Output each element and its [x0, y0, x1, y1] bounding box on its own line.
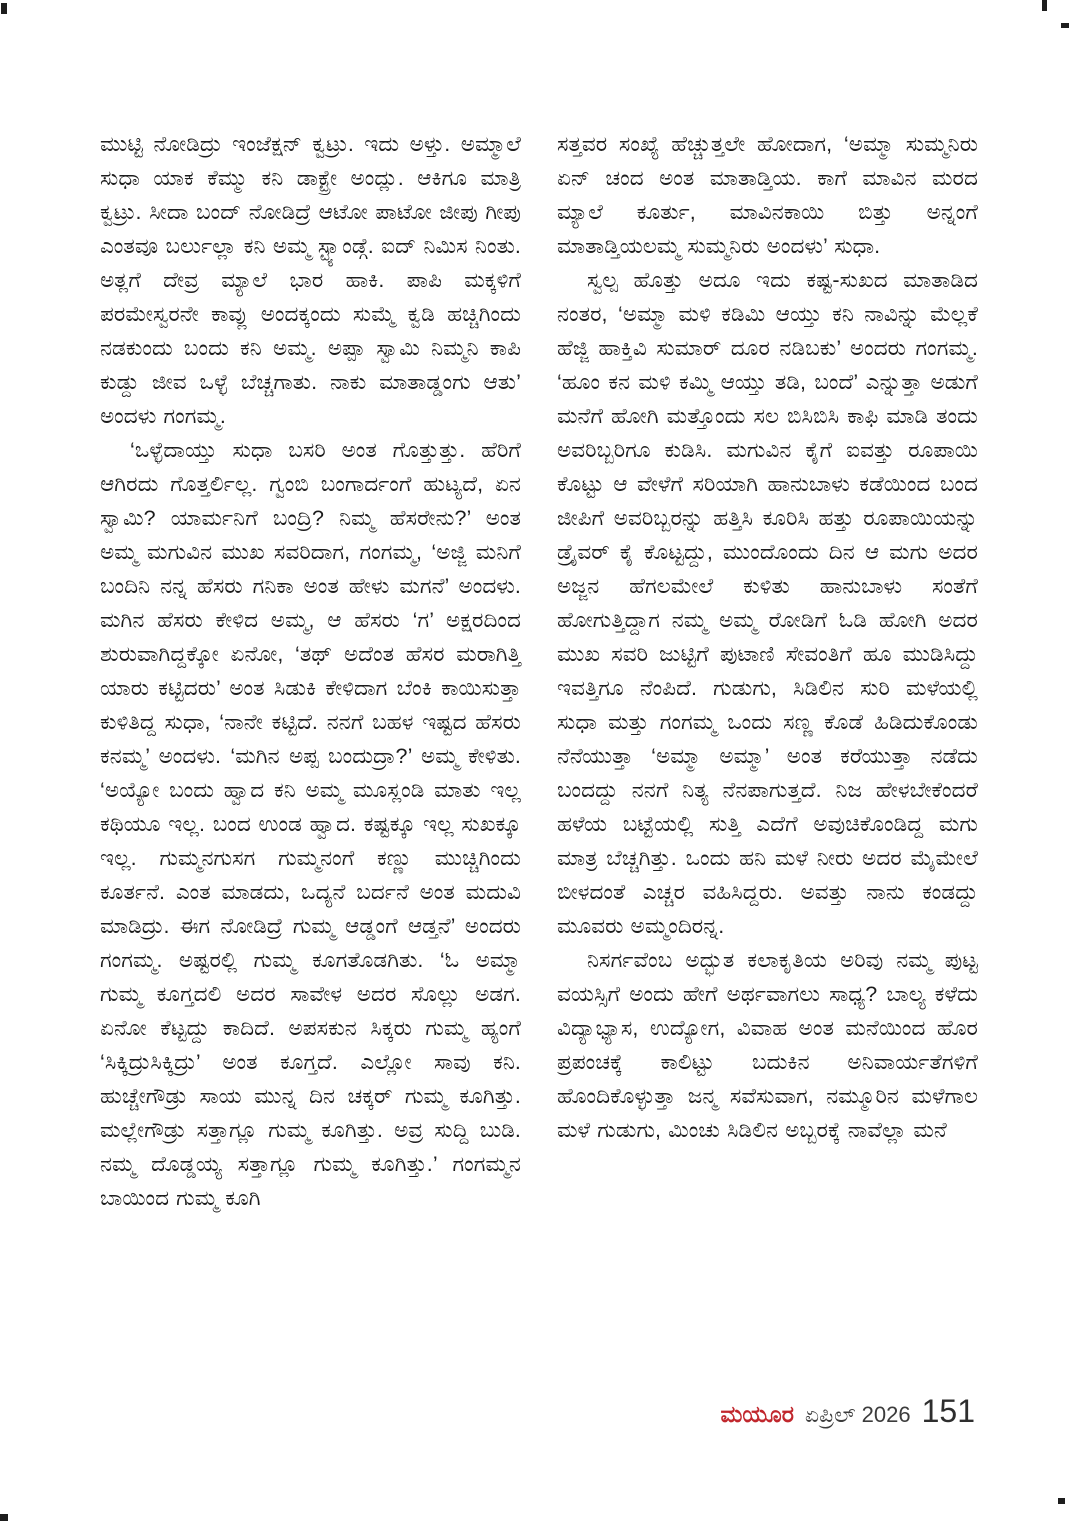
paragraph-continuation: ಸತ್ತವರ ಸಂಖ್ಯೆ ಹೆಚ್ಚುತ್ತಲೇ ಹೋದಾಗ, ‘ಅಮ್ಮಾ ಸುಮ್ಮನಿರು ಏನ್ ಚಂದ ಅಂತ ಮಾತಾಡ್ತಿಯ. ಕಾಗೆ ಮಾವಿನ ಮರದ ಮ್ಯಾಲೆ ಕೂರ್ತು, ಮಾವಿನಕಾಯಿ ಬಿತ್ತು ಅನ್ನಂಗೆ ಮಾತಾಡ್ತಿಯಲಮ್ಮ ಸುಮ್ಮನಿರು ಅಂದಳು’ ಸುಧಾ. — [557, 132, 978, 258]
issue-date: ಏಪ್ರಿಲ್ 2026 — [804, 1402, 911, 1427]
print-mark-top-left — [1, 3, 7, 14]
left-column — [100, 127, 521, 1215]
paragraph: ‘ಒಳ್ಳೆದಾಯ್ತು ಸುಧಾ ಬಸರಿ ಅಂತ ಗೊತ್ತುತ್ತು. ಹೆರಿಗೆ ಆಗಿರದು ಗೊತ್ತರ್ಲಿಲ್ಲ. ಗ್ವಂಬಿ ಬಂಗಾರ್ದಂಗೆ ಹುಟ್ಯದೆ, ಏನ ಸ್ವಾಮಿ? ಯಾರ್ಮನಿಗೆ ಬಂದ್ರಿ? ನಿಮ್ಮ ಹೆಸರೇನು?’ ಅಂತ ಅಮ್ಮ ಮಗುವಿನ ಮುಖ ಸವರಿದಾಗ, ಗಂಗಮ್ಮ, ‘ಅಜ್ಜಿ ಮನಿಗೆ ಬಂದಿನಿ ನನ್ನ ಹೆಸರು ಗನಿಕಾ ಅಂತ ಹೇಳು ಮಗನೆ’ ಅಂದಳು. ಮಗಿನ ಹೆಸರು ಕೇಳಿದ ಅಮ್ಮ, ಆ ಹೆಸರು ‘ಗ’ ಅಕ್ಷರದಿಂದ ಶುರುವಾಗಿದ್ದಕ್ಕೋ ಏನೋ, ‘ತಥ್ ಅದೆಂತ ಹೆಸರ ಮರಾಗಿತ್ತಿ ಯಾರು ಕಟ್ಟಿದರು’ ಅಂತ ಸಿಡುಕಿ ಕೇಳಿದಾಗ ಬೆಂಕಿ ಕಾಯಿಸುತ್ತಾ ಕುಳಿತಿದ್ದ ಸುಧಾ, ‘ನಾನೇ ಕಟ್ಟಿದೆ. ನನಗೆ ಬಹಳ ಇಷ್ಟದ ಹೆಸರು ಕನಮ್ಮ’ ಅಂದಳು. ‘ಮಗಿನ ಅಪ್ಪ ಬಂದುದ್ರಾ?’ ಅಮ್ಮ ಕೇಳಿತು. ‘ಅಯ್ಯೋ ಬಂದು ಹ್ವಾದ ಕನಿ ಅಮ್ಮ ಮೂಸ್ಲಂಡಿ ಮಾತು ಇಲ್ಲ ಕಥಿಯೂ ಇಲ್ಲ. ಬಂದ ಉಂಡ ಹ್ವಾದ. ಕಷ್ಟಕ್ಕೂ ಇಲ್ಲ ಸುಖಕ್ಕೂ ಇಲ್ಲ. ಗುಮ್ಮನಗುಸಗ ಗುಮ್ಮನಂಗೆ ಕಣ್ಣು ಮುಚ್ಚಿಗಿಂದು ಕೂರ್ತನೆ. ಎಂತ ಮಾಡದು, ಒದ್ಯನೆ ಬರ್ದನೆ ಅಂತ ಮದುವಿ ಮಾಡಿದ್ರು. ಈಗ ನೋಡಿದ್ರೆ ಗುಮ್ಮ ಆಡ್ಡಂಗೆ ಆಡ್ತನೆ’ ಅಂದರು ಗಂಗಮ್ಮ. ಅಷ್ಟರಲ್ಲಿ ಗುಮ್ಮ ಕೂಗತೊಡಗಿತು. ‘ಓ ಅಮ್ಮಾ ಗುಮ್ಮ ಕೂಗ್ತದಲಿ ಅದರ ಸಾವೇಳ ಅದರ ಸೊಲ್ಲು ಅಡಗ. ಏನೋ ಕೆಟ್ಟದ್ದು ಕಾದಿದೆ. ಅಪಸಕುನ ಸಿಕ್ಕರು ಗುಮ್ಮ ಹ್ಯಂಗೆ ‘ಸಿಕ್ಕಿದ್ರುಸಿಕ್ಕಿದ್ರು’ ಅಂತ ಕೂಗ್ತದೆ. ಎಲ್ಲೋ ಸಾವು ಕನಿ. ಹುಚ್ಚೇಗೌಡ್ರು ಸಾಯ ಮುನ್ನ ದಿನ ಚಕ್ಕರ್ ಗುಮ್ಮ ಕೂಗಿತ್ತು. ಮಲ್ಲೇಗೌಡ್ರು ಸತ್ತಾಗ್ಲೂ ಗುಮ್ಮ ಕೂಗಿತ್ತು. ಅವ್ರ ಸುದ್ದಿ ಬುಡಿ. ನಮ್ಮ ದೊಡ್ಡಯ್ಯ ಸತ್ತಾಗ್ಲೂ ಗುಮ್ಮ ಕೂಗಿತ್ತು.’ ಗಂಗಮ್ಮನ ಬಾಯಿಂದ ಗುಮ್ಮ ಕೂಗಿ — [100, 438, 521, 1210]
magazine-name: ಮಯೂರ — [720, 1401, 794, 1427]
print-mark-top-right-1 — [1042, 0, 1047, 11]
paragraph: ನಿಸರ್ಗವೆಂಬ ಅದ್ಭುತ ಕಲಾಕೃತಿಯ ಅರಿವು ನಮ್ಮ ಪುಟ್ಟ ವಯಸ್ಸಿಗೆ ಅಂದು ಹೇಗೆ ಅರ್ಥವಾಗಲು ಸಾಧ್ಯ? ಬಾಲ್ಯ ಕಳೆದು ವಿದ್ಯಾಭ್ಯಾಸ, ಉದ್ಯೋಗ, ವಿವಾಹ ಅಂತ ಮನೆಯಿಂದ ಹೊರ ಪ್ರಪಂಚಕ್ಕೆ ಕಾಲಿಟ್ಟು ಬದುಕಿನ ಅನಿವಾರ್ಯತೆಗಳಿಗೆ ಹೊಂದಿಕೊಳ್ಳುತ್ತಾ ಜನ್ಮ ಸವೆಸುವಾಗ, ನಮ್ಮೂರಿನ ಮಳೆಗಾಲ ಮಳೆ ಗುಡುಗು, ಮಿಂಚು ಸಿಡಿಲಿನ ಅಬ್ಬರಕ್ಕೆ ನಾವೆಲ್ಲಾ ಮನೆ — [557, 948, 978, 1142]
paragraph: ಸ್ವಲ್ಪ ಹೊತ್ತು ಅದೂ ಇದು ಕಷ್ಟ-ಸುಖದ ಮಾತಾಡಿದ ನಂತರ, ‘ಅಮ್ಮಾ ಮಳಿ ಕಡಿಮಿ ಆಯ್ತು ಕನಿ ನಾವಿನ್ನು ಮೆಲ್ಲಕೆ ಹೆಜ್ಜಿ ಹಾಕ್ತಿವಿ ಸುಮಾರ್ ದೂರ ನಡಿಬಕು’ ಅಂದರು ಗಂಗಮ್ಮ. ‘ಹೂಂ ಕನ ಮಳಿ ಕಮ್ಮಿ ಆಯ್ತು ತಡಿ, ಬಂದೆ’ ಎನ್ನುತ್ತಾ ಅಡುಗೆ ಮನೆಗೆ ಹೋಗಿ ಮತ್ತೊಂದು ಸಲ ಬಿಸಿಬಿಸಿ ಕಾಫಿ ಮಾಡಿ ತಂದು ಅವರಿಬ್ಬರಿಗೂ ಕುಡಿಸಿ. ಮಗುವಿನ ಕೈಗೆ ಐವತ್ತು ರೂಪಾಯಿ ಕೊಟ್ಟು ಆ ವೇಳೆಗೆ ಸರಿಯಾಗಿ ಹಾನುಬಾಳು ಕಡೆಯಿಂದ ಬಂದ ಜೀಪಿಗೆ ಅವರಿಬ್ಬರನ್ನು ಹತ್ತಿಸಿ ಕೂರಿಸಿ ಹತ್ತು ರೂಪಾಯಿಯನ್ನು ಡ್ರೈವರ್ ಕೈ ಕೊಟ್ಟದ್ದು, ಮುಂದೊಂದು ದಿನ ಆ ಮಗು ಅದರ ಅಜ್ಜನ ಹೆಗಲಮೇಲೆ ಕುಳಿತು ಹಾನುಬಾಳು ಸಂತೆಗೆ ಹೋಗುತ್ತಿದ್ದಾಗ ನಮ್ಮ ಅಮ್ಮ ರೋಡಿಗೆ ಓಡಿ ಹೋಗಿ ಅದರ ಮುಖ ಸವರಿ ಜುಟ್ಟಿಗೆ ಪುಟಾಣಿ ಸೇವಂತಿಗೆ ಹೂ ಮುಡಿಸಿದ್ದು ಇವತ್ತಿಗೂ ನೆಂಪಿದೆ. ಗುಡುಗು, ಸಿಡಿಲಿನ ಸುರಿ ಮಳೆಯಲ್ಲಿ ಸುಧಾ ಮತ್ತು ಗಂಗಮ್ಮ ಒಂದು ಸಣ್ಣ ಕೊಡೆ ಹಿಡಿದುಕೊಂಡು ನೆನೆಯುತ್ತಾ ‘ಅಮ್ಮಾ ಅಮ್ಮಾ’ ಅಂತ ಕರೆಯುತ್ತಾ ನಡೆದು ಬಂದದ್ದು ನನಗೆ ನಿತ್ಯ ನೆನಪಾಗುತ್ತದೆ. ನಿಜ ಹೇಳಬೇಕೆಂದರೆ ಹಳೆಯ ಬಟ್ಟೆಯಲ್ಲಿ ಸುತ್ತಿ ಎದೆಗೆ ಅವುಚಿಕೊಂಡಿದ್ದ ಮಗು ಮಾತ್ರ ಬೆಚ್ಚಗಿತ್ತು. ಒಂದು ಹನಿ ಮಳೆ ನೀರು ಅದರ ಮೈಮೇಲೆ ಬೀಳದಂತೆ ಎಚ್ಚರ ವಹಿಸಿದ್ದರು. ಅವತ್ತು ನಾನು ಕಂಡದ್ದು ಮೂವರು ಅಮ್ಮಂದಿರನ್ನ. — [557, 268, 978, 938]
paragraph-continuation: ಮುಟ್ಟಿ ನೋಡಿದ್ರು ಇಂಜೆಕ್ಷನ್ ಕ್ವಟ್ರು. ಇದು ಅಳ್ತು. ಅಮ್ಮಾಲೆ ಸುಧಾ ಯಾಕ ಕೆಮ್ಮು ಕನಿ ಡಾಕ್ಟ್ರೇ ಅಂದ್ಲು. ಆಕಿಗೂ ಮಾತ್ರಿ ಕ್ವಟ್ರು. ಸೀದಾ ಬಂದ್ ನೋಡಿದ್ರೆ ಆಟೋ ಪಾಟೋ ಜೀಪು ಗೀಪು ಎಂತವೂ ಬರ್ಲುಲ್ಲಾ ಕನಿ ಅಮ್ಮ ಸ್ಟ್ಯಾಂಡ್ಗೆ. ಐದ್ ನಿಮಿಸ ನಿಂತು. ಅತ್ಲಗೆ ದೇವ್ರ ಮ್ಯಾಲೆ ಭಾರ ಹಾಕಿ. ಪಾಪಿ ಮಕ್ಕಳಿಗೆ ಪರಮೇಸ್ವರನೇ ಕಾವ್ಲು ಅಂದಕ್ಕಂದು ಸುಮ್ಮೆ ಕ್ವಡಿ ಹಚ್ಚಿಗಿಂದು ನಡಕುಂದು ಬಂದು ಕನಿ ಅಮ್ಮ. ಅಪ್ಪಾ ಸ್ವಾಮಿ ನಿಮ್ಮನಿ ಕಾಪಿ ಕುಡ್ದು ಜೀವ ಒಳ್ಳೆ ಬೆಚ್ಚಗಾತು. ನಾಕು ಮಾತಾಡ್ಡಂಗು ಆತು’ ಅಂದಳು ಗಂಗಮ್ಮ. — [100, 132, 521, 428]
article-body — [100, 127, 978, 1215]
right-column — [557, 127, 978, 1215]
print-mark-bottom-left — [0, 1514, 8, 1521]
page-footer — [721, 1393, 975, 1430]
page-number: 151 — [921, 1393, 975, 1429]
print-mark-top-right-2 — [1061, 23, 1069, 28]
print-mark-bottom-right — [1058, 1498, 1065, 1504]
